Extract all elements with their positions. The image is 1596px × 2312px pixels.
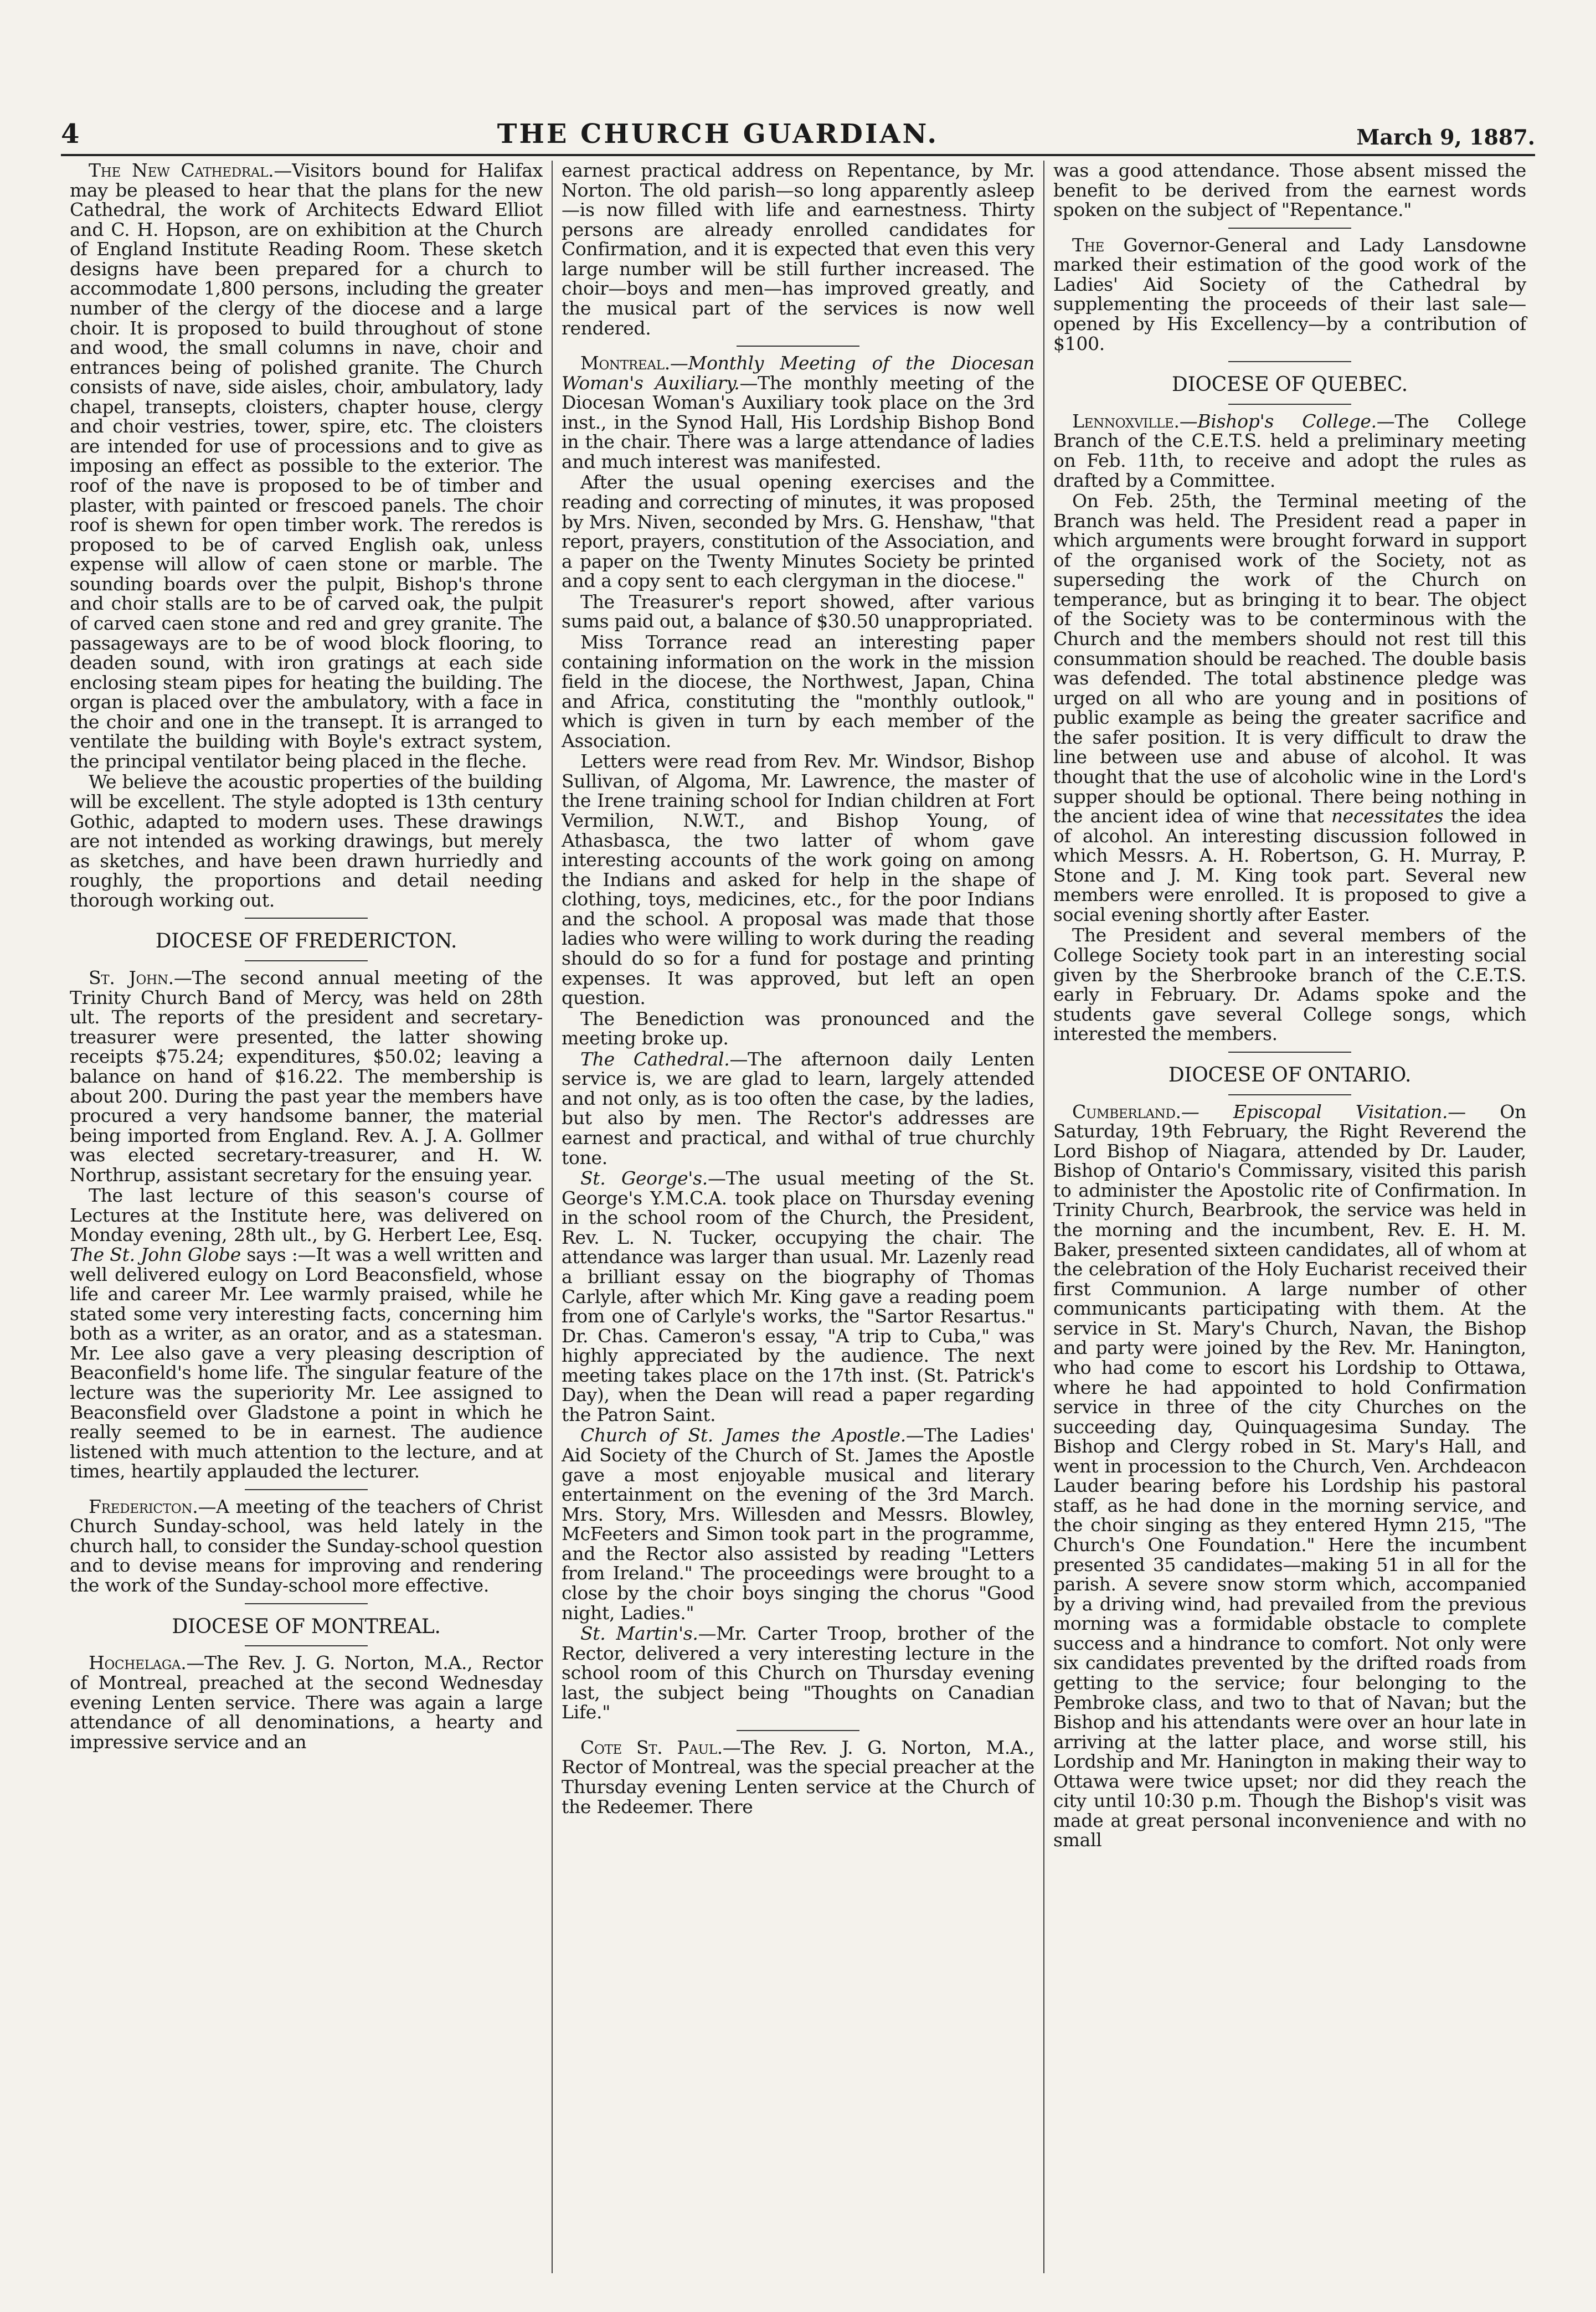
article-new-cathedral [70, 161, 543, 771]
italic-text: The St. John Globe [70, 1244, 241, 1266]
italic-text: —Monthly Meeting of the Diocesan Woman's Auxiliary. [562, 352, 1034, 394]
article-cote-st-paul [562, 1738, 1034, 1816]
article-text: —Mr. Carter Troop, brother of the Rector, delivered a very interesting lecture in the school room of this Church on Thursday evening last, the subject being "Thoughts on Canadian Life." [562, 1623, 1034, 1723]
divider [245, 1645, 368, 1646]
section-heading-montreal: DIOCESE OF MONTREAL. [172, 1615, 441, 1638]
divider [737, 346, 859, 347]
newspaper-title: THE CHURCH GUARDIAN. [497, 119, 939, 150]
article-lead: St. John. [89, 967, 174, 989]
page-number: 4 [61, 119, 80, 150]
article-text: Governor-General and Lady Lansdowne marked their estimation of the good work of the Ladies' Aid Society of the Cathedral by supplementing the proceeds of their last sale—opened by His Excellency—by a contribution of $100. [1053, 234, 1526, 354]
italic-text: St. George's. [580, 1167, 708, 1190]
article-text: — On Saturday, 19th February, the Right Reverend the Lord Bishop of Niagara, attended by Dr. Lauder, Bishop of Ontario's Commissary, visited this parish to administer the Apostolic rite of Confirmation. In Trinity Church, Bearbrook, the service was held in the morning and the incumbent, Rev. E. H. M. Baker, presented sixteen candidates, all of whom at the celebration of the Holy Eucharist received their first Communion. A large number of other communicants participating with them. At the service in St. Mary's Church, Navan, the Bishop and party were joined by the Rev. Mr. Hanington, who had come to escort his Lordship to Ottawa, where he had appointed to hold Confirmation service in three of the city Churches on the succeeding day, Quinquagesima Sunday. The Bishop and Clergy robed in St. Mary's Hall, and went in procession to the Church, Ven. Archdeacon Lauder bearing before his Lordship his pastoral staff, as he had done in the morning service, and the choir singing as they entered Hymn 215, "The Church's One Foundation." Here the incumbent presented 35 candidates—making 51 in all for the parish. A severe snow storm which, accompanied by a driving wind, had prevailed from the previous morning was a formidable obstacle to complete success and a hindrance to comfort. Not only were six candidates prevented by the drifted roads from getting to the service; four belonging to the Pembroke class, and two to that of Navan; but the Bishop and his attendants were over an hour late in arriving at the latter place, and worse still, his Lordship and Mr. Hanington in making their way to Ottawa were twice upset; nor did they reach the city until 10:30 p.m. Though the Bishop's visit was made at great personal inconvenience and with no small [1053, 1100, 1526, 1851]
article-lead: The [1072, 234, 1104, 256]
divider [1228, 361, 1351, 362]
divider [1228, 1052, 1351, 1053]
article-st-martins [562, 1624, 1034, 1722]
article-governor-general [1053, 235, 1526, 353]
paragraph: After the usual opening exercises and the reading and correcting of minutes, it was proposed by Mrs. Niven, seconded by Mrs. G. Henshaw, "that report, prayers, constitution of the Association, and a paper on the Twenty Minutes Society be printed and a copy sent to each clergyman in the diocese." [562, 471, 1034, 592]
text-run: says :—It was a well written and well delivered eulogy on Lord Beaconsfield, whose life and career Mr. Lee warmly praised, while he stated some very interesting facts, concerning him both as a writer, as an orator, and as a statesman. Mr. Lee also gave a very pleasing description of Beaconfield's home life. The singular feature of the lecture was the superiority Mr. Lee assigned to Beaconsfield over Gladstone a point in which he really seemed to be in earnest. The audience listened with much attention to the lecture, and at times, heartily applauded the lecturer. [70, 1244, 543, 1482]
text-run: The last lecture of this season's course of Lectures at the Institute here, was delivered on Monday evening, 28th ult., by G. Herbert Lee, Esq. [70, 1185, 543, 1246]
italic-text: — Episcopal Visitation. [1181, 1100, 1448, 1122]
paragraph: Miss Torrance read an interesting paper containing information on the work in the mission field in the diocese, the Northwest, Japan, China and Africa, constituting the "monthly outlook," which is given in turn by each member of the Association. [562, 631, 1034, 751]
divider [1228, 404, 1351, 405]
article-lead: Cote St. Paul. [580, 1736, 723, 1758]
divider [737, 1730, 859, 1731]
divider [1228, 228, 1351, 229]
article-lead: Hochelaga. [89, 1652, 187, 1674]
paragraph: earnest practical address on Repentance, by Mr. Norton. The old parish—so long apparently asleep—is now filled with life and earnestness. Thirty persons are already enrolled candidates for Confirmation, and it is expected that even this very large number will be still further increased. The choir—boys and men—has improved greatly, and the musical part of the services is now well rendered. [562, 161, 1034, 339]
paragraph: The Treasurer's report showed, after various sums paid out, a balance of $30.50 unappropriated. [562, 590, 1034, 632]
divider [245, 1603, 368, 1604]
column-1 [61, 161, 552, 2273]
paragraph [1053, 491, 1526, 924]
article-montreal-auxiliary [562, 353, 1034, 471]
column-2 [552, 161, 1043, 2273]
article-text: —The monthly meeting of the Diocesan Woman's Auxiliary took place on the 3rd inst., in the Synod Hall, His Lordship Bishop Bond in the chair. There was a large attendance of ladies and much interest was manifested. [562, 372, 1035, 472]
article-st-georges [562, 1168, 1034, 1424]
article-text: —The second annual meeting of the Trinity Church Band of Mercy, was held on 28th ult. The reports of the president and secretary-treasurer were presented, the latter showing receipts $75.24; expenditures, $50.02; leaving a balance on hand of $16.22. The membership is about 200. During the past year the members have procured a very handsome banner, the material being imported from England. Rev. A. J. A. Gollmer was elected secretary-treasurer, and H. W. Northrup, assistant secretary for the ensuing year. [70, 967, 543, 1186]
columns [61, 161, 1535, 2273]
divider [1228, 1094, 1351, 1095]
issue-date: March 9, 1887. [1356, 125, 1535, 150]
article-fredericton [70, 1497, 543, 1595]
section-heading-ontario: DIOCESE OF ONTARIO. [1168, 1063, 1412, 1087]
italic-text: Church of St. James the Apostle. [580, 1424, 906, 1446]
article-text: —The afternoon daily Lenten service is, we are glad to learn, largely attended and not only, as is too often the case, by the ladies, but also by men. The Rector's addresses are earnest and practical, and withal of true churchly tone. [562, 1048, 1034, 1168]
divider [245, 960, 368, 961]
paragraph: The Benediction was pronounced and the meeting broke up. [562, 1007, 1034, 1049]
article-lead: Lennoxville. [1072, 410, 1180, 432]
article-lead: Cumberland. [1072, 1100, 1181, 1122]
divider [245, 1489, 368, 1490]
article-text: —The Rev. J. G. Norton, M.A., Rector of Montreal, preached at the second Wednesday evening Lenten service. There was again a large attendance of all denominations, a hearty and impressive service and an [70, 1652, 543, 1753]
article-lead: Montreal. [580, 352, 670, 374]
text-run: On Feb. 25th, the Terminal meeting of the Branch was held. The President read a paper in which arguments were brought forward in support of the organised work of the Society, not as superseding the work of the Church on temperance, but as bringing it to bear. The object of the Society was to be conterminous with the Church and the members should not rest till this consummation should be reached. The double basis was defended. The total abstinence pledge was urged on all who are young and in positions of public example as being the greater sacrifice and the safer position. It is very difficult to draw the line between use and abuse of alcohol. It was thought that the use of alcoholic wine in the Lord's supper should be optional. There being nothing in the ancient idea of wine that [1053, 490, 1526, 827]
article-st-john [70, 968, 543, 1185]
paragraph [70, 1186, 543, 1481]
article-text: —The College Branch of the C.E.T.S. held a preliminary meeting on Feb. 11th, to receive and adopt the rules as drafted by a Committee. [1053, 410, 1526, 491]
article-lennoxville [1053, 411, 1526, 490]
italic-text: necessitates [1331, 805, 1444, 827]
article-lead: The New Cathedral. [89, 161, 274, 181]
article-cathedral [562, 1049, 1034, 1167]
paragraph: The President and several members of the College Society took part in an interesting social given by the Sherbrooke branch of the C.E.T.S. early in February. Dr. Adams spoke and the students gave several College songs, which interested the members. [1053, 924, 1526, 1045]
article-cumberland [1053, 1102, 1526, 1850]
section-heading-quebec: DIOCESE OF QUEBEC. [1172, 373, 1408, 397]
section-heading-fredericton: DIOCESE OF FREDERICTON. [155, 930, 457, 953]
paragraph: We believe the acoustic properties of the building will be excellent. The style adopted is 13th century Gothic, adapted to modern uses. These drawings are not intended as working drawings, but merely as sketches, and have been drawn hurriedly and roughly, the proportions and detail needing thorough working out. [70, 771, 543, 911]
text-run: the idea of alcohol. An interesting discussion followed in which Messrs. A. H. Robertson, G. H. Murray, P. Stone and J. M. King took part. Several new members were enrolled. It is proposed to give a social evening shortly after Easter. [1053, 805, 1526, 925]
article-text: —The Ladies' Aid Society of the Church of St. James the Apostle gave a most enjoyable musical and literary entertainment on the evening of the 3rd March. Mrs. Story, Mrs. Willesden and Messrs. Blowley, McFeeters and Simon took part in the programme, and the Rector also assisted by reading "Letters from Ireland." The proceedings were brought to a close by the choir boys singing the chorus "Good night, Ladies." [562, 1424, 1034, 1624]
italic-text: —Bishop's College. [1179, 410, 1377, 432]
italic-text: The Cathedral. [580, 1048, 730, 1070]
article-text: —Visitors bound for Halifax may be pleased to hear that the plans for the new Cathedral, the work of Architects Edward Elliot and C. H. Hopson, are on exhibition at the Church of England Institute Reading Room. These sketch designs have been prepared for a church to accommodate 1,800 persons, including the greater number of the clergy of the diocese and a large choir. It is proposed to build throughout of stone and wood, the small columns in nave, choir and entrances being of polished granite. The Church consists of nave, side aisles, choir, ambulatory, lady chapel, transepts, cloisters, chapter house, clergy and choir vestries, tower, spire, etc. The cloisters are intended for use of processions and to give as imposing an effect as possible to the exterior. The roof of the nave is proposed to be of timber and plaster, with painted or frescoed panels. The choir roof is shewn for open timber work. The reredos is proposed to be of carved English oak, unless expense will allow of caen stone or marble. The sounding boards over the pulpit, Bishop's throne and choir stalls are to be of carved oak, the pulpit of carved caen stone and red and grey granite. The passageways are to be of wood block flooring, to deaden sound, with iron gratings at each side enclosing steam pipes for heating the building. The organ is placed over the ambulatory, with a face in the choir and one in the transept. It is arranged to ventilate the building with Boyle's extract system, the principal ventilator being placed in the fleche. [70, 161, 543, 772]
article-text: —A meeting of the teachers of Christ Church Sunday-school, was held lately in the church hall, to consider the Sunday-school question and to devise means for improving and rendering the work of the Sunday-school more effective. [70, 1495, 543, 1597]
article-hochelaga [70, 1653, 543, 1752]
masthead [61, 111, 1535, 156]
paragraph: was a good attendance. Those absent missed the benefit to be derived from the earnest words spoken on the subject of "Repentance." [1053, 161, 1526, 221]
italic-text: St. Martin's. [580, 1623, 698, 1645]
divider [245, 918, 368, 919]
paragraph: Letters were read from Rev. Mr. Windsor, Bishop Sullivan, of Algoma, Mr. Lawrence, the master of the Irene training school for Indian children at Fort Vermilion, N.W.T., and Bishop Young, of Athasbasca, the two latter of whom gave interesting accounts of the work going on among the Indians and asked for help in the shape of clothing, toys, medicines, etc., for the poor Indians and the school. A proposal was made that those ladies who were willing to work during the reading should do so for a fund for postage and printing expenses. It was approved, but left an open question. [562, 750, 1034, 1009]
article-st-james [562, 1425, 1034, 1623]
column-3 [1043, 161, 1535, 2273]
article-text: —The usual meeting of the St. George's Y.M.C.A. took place on Thursday evening in the school room of the Church, the President, Rev. L. N. Tucker, occupying the chair. The attendance was larger than usual. Mr. Lazenly read a brilliant essay on the biography of Thomas Carlyle, after which Mr. King gave a reading poem from one of Carlyle's works, the "Sartor Resartus." Dr. Chas. Cameron's essay, "A trip to Cuba," was highly appreciated by the audience. The next meeting takes place on the 17th inst. (St. Patrick's Day), when the Dean will read a paper regarding the Patron Saint. [562, 1167, 1034, 1425]
article-text: —The Rev. J. G. Norton, M.A., Rector of Montreal, was the special preacher at the Thursday evening Lenten service at the Church of the Redeemer. There [562, 1736, 1034, 1817]
article-lead: Fredericton. [89, 1495, 198, 1517]
